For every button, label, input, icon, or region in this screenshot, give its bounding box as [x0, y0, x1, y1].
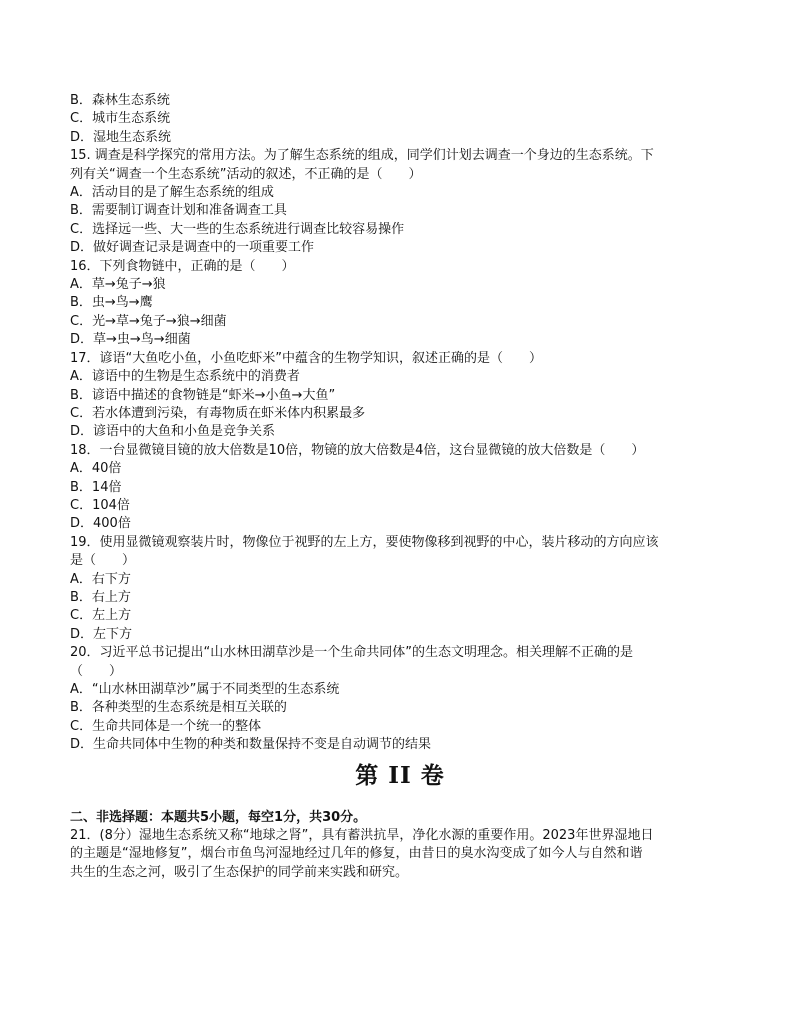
option-d: D．做好调查记录是调查中的一项重要工作 [70, 240, 315, 256]
option-c: C．城市生态系统 [70, 111, 171, 127]
question-stem-cont: 列有关“调查一个生态系统”活动的叙述，不正确的是（ ） [70, 166, 422, 182]
option-a: A．“山水林田湖草沙”属于不同类型的生态系统 [70, 682, 340, 697]
option-b: B．右上方 [70, 589, 131, 605]
question-stem: 19．使用显微镜观察装片时，物像位于视野的左上方，要使物像移到视野的中心，装片移动的方向应该 [70, 534, 659, 550]
option-d: D．生命共同体中生物的种类和数量保持不变是自动调节的结果 [70, 737, 432, 753]
question-16 [70, 258, 730, 350]
question-stem: 17．谚语“大鱼吃小鱼，小鱼吃虾米”中蕴含的生物学知识，叙述正确的是（ ） [70, 350, 543, 366]
option-b: B．14倍 [70, 479, 122, 495]
option-b: B．森林生态系统 [70, 93, 170, 108]
section-title: 第 II 卷 [355, 761, 445, 789]
question-stem: 16．下列食物链中，正确的是（ ） [70, 258, 295, 274]
option-c: C．左上方 [70, 608, 132, 624]
option-b: B．各种类型的生态系统是相互关联的 [70, 700, 287, 716]
question-15 [70, 147, 730, 257]
question-14-options [70, 92, 730, 147]
exam-page [70, 92, 730, 882]
option-a: A．活动目的是了解生态系统的组成 [70, 185, 274, 201]
question-text-line: 共生的生态之河，吸引了生态保护的同学前来实践和研究。 [70, 864, 409, 880]
option-b: B．虫→鸟→鹰 [70, 295, 153, 311]
question-text-line: 的主题是“湿地修复”，烟台市鱼鸟河湿地经过几年的修复，由昔日的臭水沟变成了如今人与自然和谐 [70, 846, 643, 862]
option-c: C．光→草→兔子→狼→细菌 [70, 313, 227, 329]
option-a: A．草→兔子→狼 [70, 277, 166, 293]
option-c: C．若水体遭到污染，有毒物质在虾米体内积累最多 [70, 405, 366, 421]
option-a: A．右下方 [70, 571, 131, 587]
question-text-line: 21．(8分）湿地生态系统又称“地球之肾”，具有蓄洪抗旱，净化水源的重要作用。2023年世界湿地日 [70, 828, 654, 844]
question-stem: 18．一台显微镜目镜的放大倍数是10倍，物镜的放大倍数是4倍，这台显微镜的放大倍数是（ ） [70, 442, 645, 458]
question-17 [70, 350, 730, 442]
option-b: B．谚语中描述的食物链是“虾米→小鱼→大鱼” [70, 387, 336, 403]
option-d: D．400倍 [70, 516, 131, 532]
question-stem-cont: 是（ ） [70, 553, 136, 569]
option-d: D．湿地生态系统 [70, 129, 172, 145]
option-a: A．谚语中的生物是生态系统中的消费者 [70, 369, 300, 385]
question-18 [70, 442, 730, 534]
option-b: B．需要制订调查计划和准备调查工具 [70, 203, 287, 219]
option-d: D．左下方 [70, 626, 133, 642]
option-d: D．谚语中的大鱼和小鱼是竞争关系 [70, 424, 276, 440]
option-c: C．生命共同体是一个统一的整体 [70, 718, 262, 734]
question-20 [70, 644, 730, 754]
question-stem: 15. 调查是科学探究的常用方法。为了解生态系统的组成，同学们计划去调查一个身边的生态系统。下 [70, 148, 654, 164]
question-stem: 20．习近平总书记提出“山水林田湖草沙是一个生命共同体”的生态文明理念。相关理解不正确的是 [70, 645, 634, 661]
option-c: C．选择远一些、大一些的生态系统进行调查比较容易操作 [70, 221, 405, 237]
option-a: A．40倍 [70, 461, 122, 477]
question-21 [70, 827, 730, 882]
option-c: C．104倍 [70, 497, 130, 513]
question-stem-cont: （ ） [70, 663, 123, 679]
option-d: D．草→虫→鸟→细菌 [70, 332, 191, 348]
question-19 [70, 534, 730, 644]
part-two-heading: 二、非选择题：本题共5小题，每空1分，共30分。 [70, 809, 367, 825]
